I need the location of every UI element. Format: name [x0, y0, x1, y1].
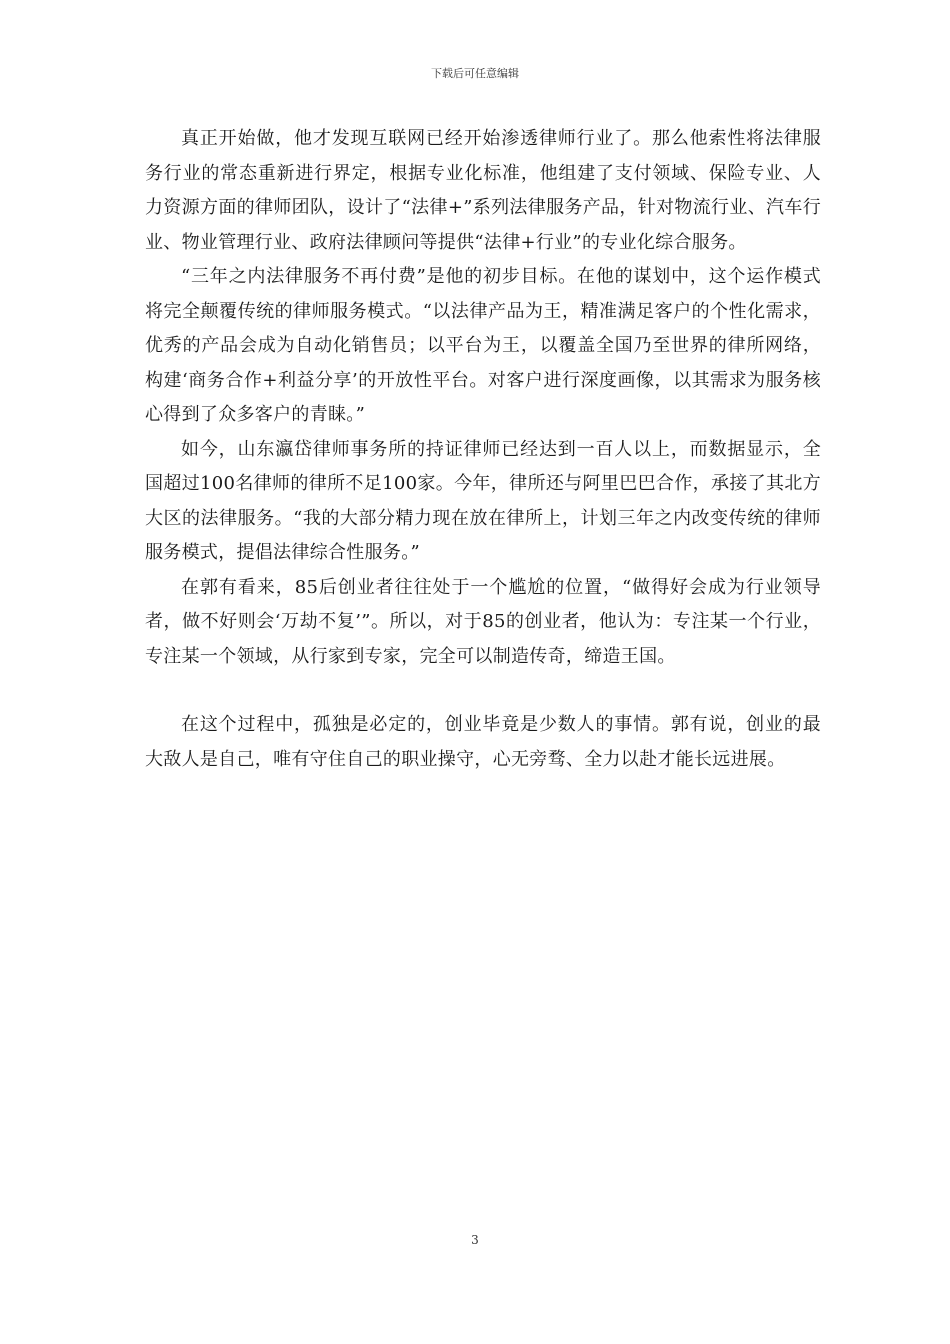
paragraph-3: 如今，山东瀛岱律师事务所的持证律师已经达到一百人以上，而数据显示，全国超过100名律师的律所不足100家。今年，律所还与阿里巴巴合作，承接了其北方大区的法律服务。“我的大部分精力现在放在律所上，计划三年之内改变传统的律师服务模式，提倡法律综合性服务。”	[145, 438, 821, 563]
page-number: 3	[471, 1233, 479, 1247]
paragraph-4: 在郭有看来，85后创业者往往处于一个尴尬的位置，“做得好会成为行业领导者，做不好则会‘万劫不复’”。所以，对于85的创业者，他认为：专注某一个行业，专注某一个领域，从行家到专家，完全可以制造传奇，缔造王国。	[145, 576, 821, 667]
paragraph-5: 在这个过程中，孤独是必定的，创业毕竟是少数人的事情。郭有说，创业的最大敌人是自己，唯有守住自己的职业操守，心无旁骛、全力以赴才能长远进展。	[145, 714, 821, 770]
page-header: 下载后可任意编辑	[431, 67, 519, 80]
paragraph-1: 真正开始做，他才发现互联网已经开始渗透律师行业了。那么他索性将法律服务行业的常态重新进行界定，根据专业化标准，他组建了支付领域、保险专业、人力资源方面的律师团队，设计了“法律+”系列法律服务产品，针对物流行业、汽车行业、物业管理行业、政府法律顾问等提供“法律+行业”的专业化综合服务。	[145, 128, 821, 253]
document-body	[145, 122, 821, 777]
paragraph-2: “三年之内法律服务不再付费”是他的初步目标。在他的谋划中，这个运作模式将完全颠覆传统的律师服务模式。“以法律产品为王，精准满足客户的个性化需求，优秀的产品会成为自动化销售员；以平台为王，以覆盖全国乃至世界的律所网络，构建‘商务合作+利益分享’的开放性平台。对客户进行深度画像，以其需求为服务核心得到了众多客户的青睐。”	[145, 266, 821, 425]
